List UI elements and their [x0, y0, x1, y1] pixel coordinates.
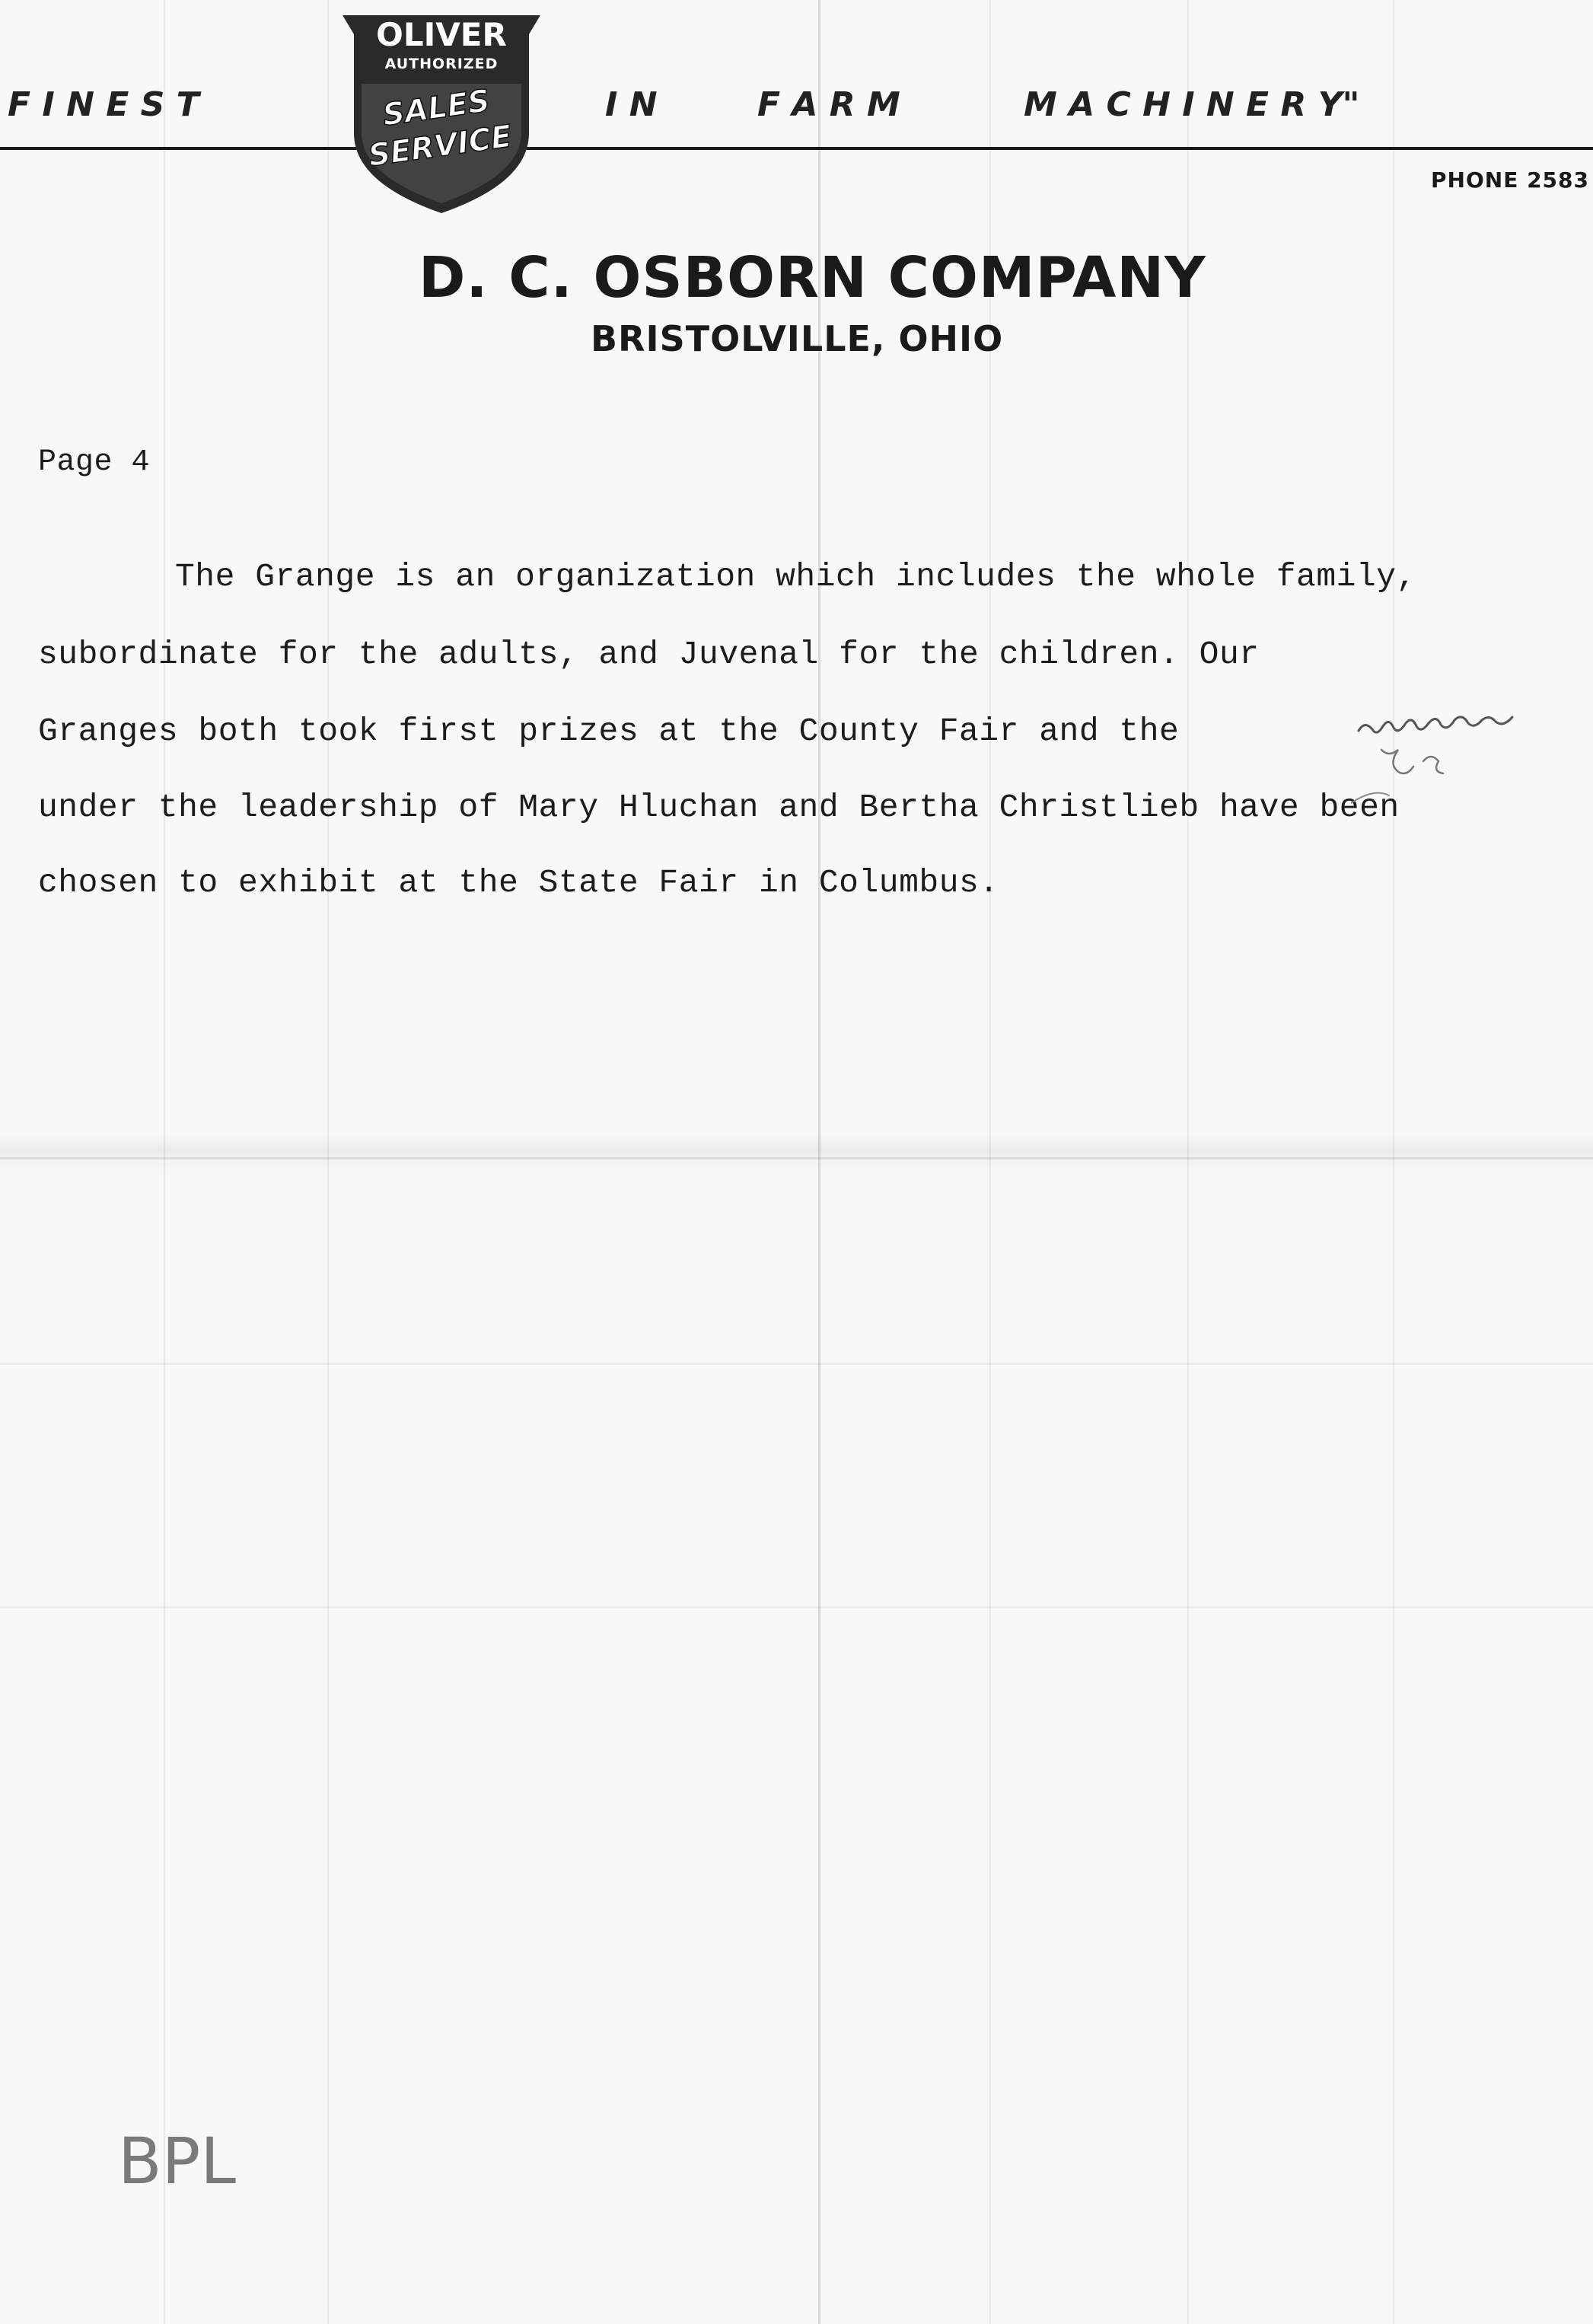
letterhead-rule	[0, 147, 1593, 150]
phone-number: PHONE 2583	[1431, 167, 1589, 193]
slogan-word: F A R M	[757, 85, 900, 124]
slogan-word: M A C H I N E R Y"	[1024, 85, 1360, 124]
paper-rule-line	[164, 0, 165, 2324]
body-line: The Grange is an organization which includes the whole family,	[175, 558, 1416, 595]
paper-rule-line	[1393, 0, 1394, 2324]
handwritten-insert-scribble	[1351, 697, 1593, 841]
page-number: Page 4	[38, 445, 151, 480]
body-line: subordinate for the adults, and Juvenal for the children. Our	[38, 636, 1260, 673]
paper-fold-line	[0, 1157, 1593, 1159]
bpl-watermark: BPL	[118, 2124, 237, 2198]
letterhead-slogan	[8, 85, 1593, 131]
slogan-word: F I N E S T	[8, 85, 199, 124]
svg-text:SALES: SALES	[380, 83, 492, 133]
body-line: chosen to exhibit at the State Fair in Columbus.	[38, 864, 999, 901]
paper-rule-line	[1187, 0, 1189, 2324]
body-line: Granges both took first prizes at the County Fair and the	[38, 713, 1180, 750]
oliver-shield-logo	[339, 11, 544, 217]
paper-fold-line	[0, 1606, 1593, 1608]
slogan-word: I N	[605, 85, 658, 124]
body-line: under the leadership of Mary Hluchan and Bertha Christlieb have been	[38, 789, 1400, 826]
company-name: D. C. OSBORN COMPANY	[419, 245, 1206, 311]
paper-fold-line	[0, 1363, 1593, 1365]
paper-rule-line	[327, 0, 329, 2324]
svg-text:OLIVER: OLIVER	[376, 16, 507, 53]
company-city: BRISTOLVILLE, OHIO	[591, 318, 1004, 359]
svg-text:SERVICE: SERVICE	[366, 119, 515, 174]
svg-text:AUTHORIZED: AUTHORIZED	[384, 56, 499, 72]
